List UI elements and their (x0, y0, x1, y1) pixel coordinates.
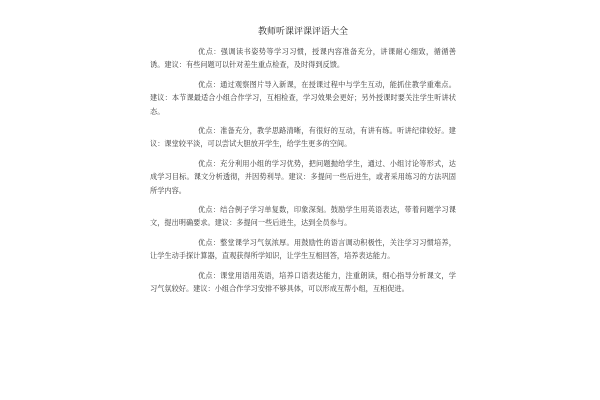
comment-paragraph-6: 优点：整堂课学习气氛浓厚。用鼓励性的语言调动积极性，关注学习习惯培养，让学生动手探计算器，直观获得所学知识，让学生互相回答，培养表达能力。 (150, 237, 456, 261)
comment-paragraph-4: 优点：充分利用小组的学习优势，把问题抛给学生，通过、小组讨论等形式，达成学习目标。课文分析透彻，并因势利导。建议：多提问一些后进生，或者采用练习的方法巩固所学内容。 (150, 158, 456, 195)
comment-paragraph-3: 优点：准备充分，教学思路清晰，有很好的互动，有讲有练。听讲纪律较好。建议：课堂较平淡，可以尝试大胆放开学生，给学生更多的空间。 (150, 126, 456, 149)
document-page (150, 26, 456, 302)
document-title: 教师听课评课评语大全 (257, 27, 348, 37)
comment-paragraph-7: 优点：课堂用语用英语，培养口语表达能力，注重朗读，细心指导分析课文，学习气氛较好。建议：小组合作学习安排不够具体，可以形成互帮小组，互相促进。 (150, 270, 456, 294)
comment-paragraph-2: 优点：通过观察图片导入新课，在授课过程中与学生互动，能抓住教学重难点。建议：本节课最适合小组合作学习，互相检查，学习效果会更好；另外授课时要关注学生听讲状态。 (150, 79, 456, 116)
comment-paragraph-5: 优点：结合例子学习单复数，印象深刻。鼓励学生用英语表达，带着问题学习课文，提出明确要求。建议：多提问一些后进生，达到全员参与。 (150, 205, 456, 228)
comment-paragraph-1: 优点：强调读书姿势等学习习惯，授课内容准备充分，讲课耐心细致，循循善诱。建议：有些问题可以针对差生重点检查，及时得到反馈。 (150, 47, 456, 70)
